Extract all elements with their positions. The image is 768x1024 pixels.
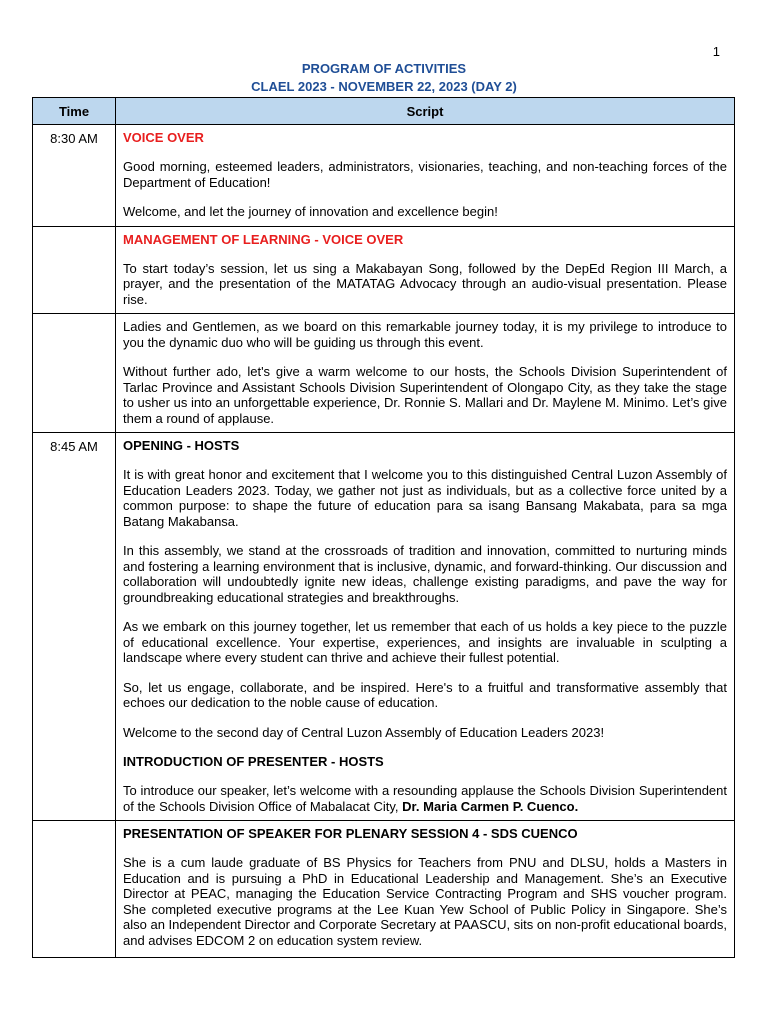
table-row — [33, 433, 735, 821]
script-cell — [116, 314, 735, 433]
speaker-name: Dr. Maria Carmen P. Cuenco. — [402, 798, 579, 814]
script-paragraph: Welcome, and let the journey of innovation and excellence begin! — [123, 204, 498, 219]
page-number: 1 — [712, 44, 720, 59]
script-paragraph: So, let us engage, collaborate, and be inspired. Here's to a fruitful and transformative assembly that echoes our dedication to the noble cause of education. — [123, 679, 727, 710]
script-paragraph: To start today’s session, let us sing a Makabayan Song, followed by the DepEd Region III March, a prayer, and the presentation of the MATATAG Advocacy through an audio-visual presentation. Please rise. — [123, 260, 727, 307]
document-subtitle: CLAEL 2023 - NOVEMBER 22, 2023 (DAY 2) — [251, 79, 517, 94]
script-cell — [116, 821, 735, 958]
header-script: Script — [116, 98, 735, 125]
time-cell — [33, 314, 116, 433]
document-title: PROGRAM OF ACTIVITIES — [301, 61, 467, 76]
program-table — [32, 97, 735, 958]
script-paragraph: In this assembly, we stand at the crossroads of tradition and innovation, committed to nurturing minds and fostering a learning environment that is inclusive, dynamic, and forward-thinking. Our discussion and collaboration will undoubtedly ignite new ideas, challenge existing paradigms, and pave the way for groundbreaking educational strategies and breakthroughs. — [123, 543, 727, 605]
header-time: Time — [33, 98, 116, 125]
table-row — [33, 125, 735, 227]
sub-heading: INTRODUCTION OF PRESENTER - HOSTS — [123, 754, 384, 769]
script-cell — [116, 226, 735, 314]
script-paragraph: It is with great honor and excitement that I welcome you to this distinguished Central Luzon Assembly of Education Leaders 2023. Today, we gather not just as individuals, but as a collective force united by a common purpose: to shape the future of education para sa isang Bansang Makabata, para sa mga Batang Makabansa. — [123, 467, 727, 529]
script-paragraph: Ladies and Gentlemen, as we board on this remarkable journey today, it is my privilege to introduce to you the dynamic duo who will be guiding us through this event. — [123, 319, 727, 350]
intro-paragraph — [123, 783, 727, 814]
section-heading: OPENING - HOSTS — [123, 438, 240, 453]
time-cell: 8:45 AM — [33, 433, 116, 821]
time-cell — [33, 226, 116, 314]
script-cell — [116, 125, 735, 227]
script-cell — [116, 433, 735, 821]
table-header-row — [33, 98, 735, 125]
script-paragraph: Good morning, esteemed leaders, administrators, visionaries, teaching, and non-teaching forces of the Department of Education! — [123, 159, 727, 190]
table-row — [33, 226, 735, 314]
section-heading: MANAGEMENT OF LEARNING - VOICE OVER — [123, 231, 404, 247]
section-heading: VOICE OVER — [123, 130, 204, 145]
script-paragraph: As we embark on this journey together, let us remember that each of us holds a key piece to the puzzle of educational excellence. Your expertise, experiences, and insights are invaluable in sculpting a landscape where every student can thrive and achieve their fullest potential. — [123, 619, 727, 665]
script-paragraph: She is a cum laude graduate of BS Physics for Teachers from PNU and DLSU, holds a Masters in Education and is pursuing a PhD in Educational Leadership and Management. She’s an Executive Director at PEAC, managing the Education Service Contracting Program and SHS voucher program. She completed executive programs at the Lee Kuan Yew School of Public Policy in Singapore. She’s also an Independent Director and Corporate Secretary at PAASCU, sits on non-profit educational boards, and advises EDCOM 2 on education system review. — [123, 855, 727, 948]
script-paragraph-clip — [123, 855, 727, 951]
time-cell: 8:30 AM — [33, 125, 116, 227]
section-heading: PRESENTATION OF SPEAKER FOR PLENARY SESSION 4 - SDS CUENCO — [123, 826, 578, 841]
table-row — [33, 314, 735, 433]
table-row — [33, 821, 735, 958]
script-paragraph: Without further ado, let's give a warm welcome to our hosts, the Schools Division Superintendent of Tarlac Province and Assistant Schools Division Superintendent of Olongapo City, as they take the stage to usher us into an unforgettable experience, Dr. Ronnie S. Mallari and Dr. Maylene M. Minimo. Let’s give them a round of applause. — [123, 364, 727, 426]
intro-text: To introduce our speaker, let’s welcome with a resounding applause the Schools Division Superintendent of the Schools Division Office of Mabalacat City, — [123, 783, 727, 814]
time-cell — [33, 821, 116, 958]
script-paragraph: Welcome to the second day of Central Luzon Assembly of Education Leaders 2023! — [123, 724, 605, 740]
